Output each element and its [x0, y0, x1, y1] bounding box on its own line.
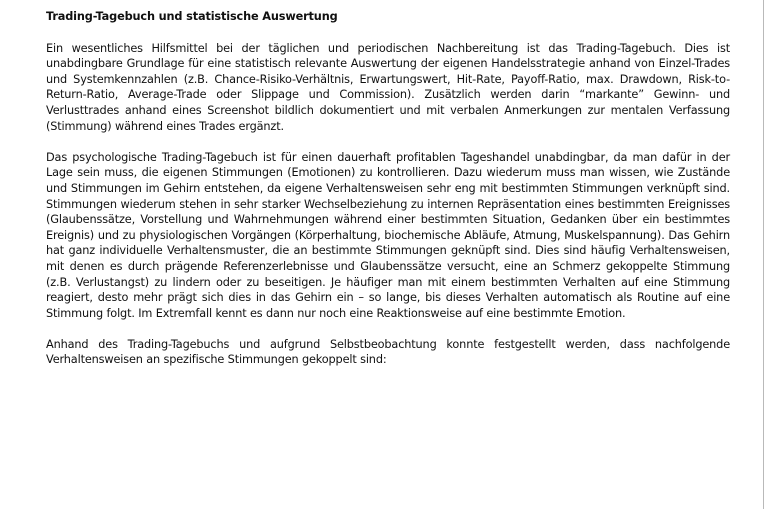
section-heading: Trading-Tagebuch und statistische Auswertung	[46, 10, 338, 23]
page-margin	[764, 0, 770, 509]
document-body	[46, 9, 730, 384]
paragraph-trading-journal: Ein wesentliches Hilfsmittel bei der täglichen und periodischen Nachbereitung ist das Trading-Tagebuch. Dies ist unabdingbare Grundlage für eine statistisch relevante Auswertung der eigenen Handelsstrategie anhand von Einzel-Trades und Systemkennzahlen (z.B. Chance-Risiko-Verhältnis, Erwartungswert, Hit-Rate, Payoff-Ratio, max. Drawdown, Risk-to-Return-Ratio, Average-Trade oder Slippage und Commission). Zusätzlich werden darin “markante” Gewinn- und Verlusttrades anhand eines Screenshot bildlich dokumentiert und mit verbalen Anmerkungen zur mentalen Verfassung (Stimmung) während eines Trades ergänzt.	[46, 41, 730, 133]
paragraph-observations: Anhand des Trading-Tagebuchs und aufgrund Selbstbeobachtung konnte festgestellt werden, dass nachfolgende Verhaltensweisen an spezifische Stimmungen gekoppelt sind:	[46, 337, 730, 367]
paragraph-psychological-journal: Das psychologische Trading-Tagebuch ist für einen dauerhaft profitablen Tageshandel unabdingbar, da man dafür in der Lage sein muss, die eigenen Stimmungen (Emotionen) zu kontrollieren. Dazu wiederum muss man wissen, wie Zustände und Stimmungen im Gehirn entstehen, da eigene Verhaltensweisen sehr eng mit bestimmten Stimmungen verknüpft sind. Stimmungen wiederum stehen in sehr starker Wechselbeziehung zu internen Repräsentation eines bestimmten Ereignisses (Glaubenssätze, Vorstellung und Wahrnehmungen während einer bestimmten Situation, Gedanken über ein bestimmtes Ereignis) und zu physiologischen Vorgängen (Körperhaltung, biochemische Abläufe, Atmung, Muskelspannung). Das Gehirn hat ganz individuelle Verhaltensmuster, die an bestimmte Stimmungen geknüpft sind. Dies sind häufig Verhaltensweisen, mit denen es durch prägende Referenzerlebnisse und Glaubenssätze versucht, eine an Schmerz gekoppelte Stimmung (z.B. Verlustangst) zu lindern oder zu beseitigen. Je häufiger man mit einem bestimmten Verhalten auf eine Stimmung reagiert, desto mehr prägt sich dies in das Gehirn ein – so lange, bis dieses Verhalten automatisch als Routine auf eine Stimmung folgt. Im Extremfall kennt es dann nur noch eine Reaktionsweise auf eine bestimmte Emotion.	[46, 150, 730, 320]
